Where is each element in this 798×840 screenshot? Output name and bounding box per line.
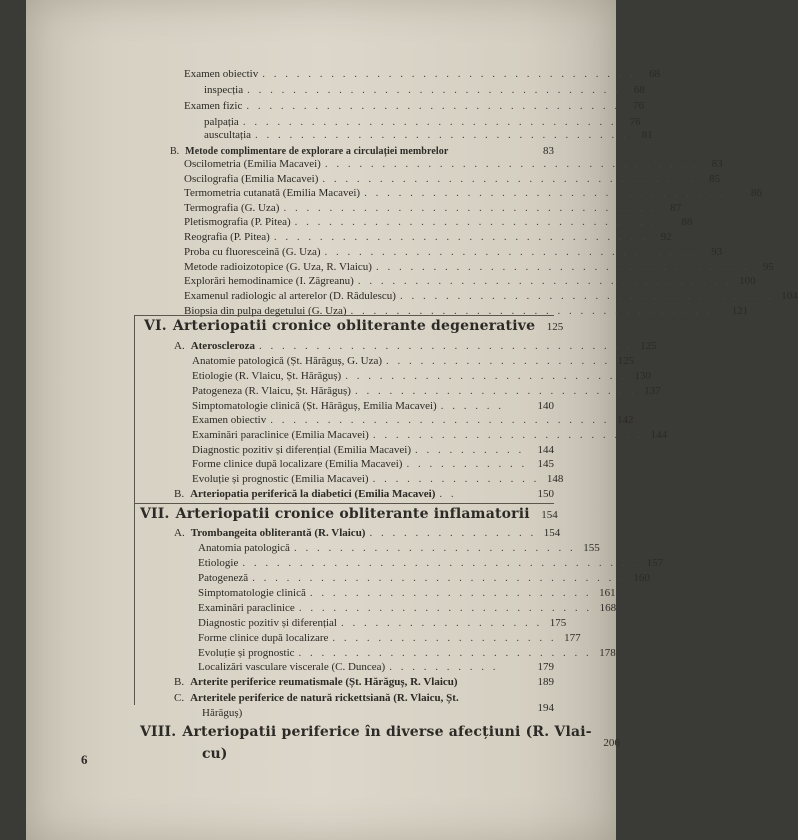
leader-dots: . . . . . . . . . . [389, 661, 499, 673]
entry-page: 121 [731, 305, 749, 317]
section-letter: B. [174, 676, 185, 688]
toc-entry [198, 617, 567, 630]
leader-dots: . . . . . . . . . . . . . . . . . . . . . . . . . . [298, 602, 593, 614]
leader-dots: . . . . . . . . . . . . . . . . . . [341, 617, 543, 629]
entry-title: Metode radioizotopice (G. Uza, R. Vlaicu) [184, 261, 372, 273]
leader-dots: . . . . . . . . . . . . . . . . . . . . . . . . . . . . . . . . . [350, 305, 725, 317]
rule-line [134, 503, 554, 504]
toc-entry [184, 275, 756, 288]
toc-entry [192, 444, 554, 457]
toc-entry [192, 473, 564, 486]
entry-title: Arteriopatia periferică la diabetici (Emilia Macavei) [190, 488, 436, 500]
entry-title: inspecția [204, 84, 244, 96]
entry-page: 68 [633, 84, 645, 96]
leader-dots: . . . . . . . . . . . . . . . . . . . . [332, 632, 557, 644]
entry-title: Diagnostic pozitiv și diferențial (Emilia Macavei) [192, 444, 412, 456]
entry-page: 175 [549, 617, 567, 629]
entry-page: 83 [543, 145, 554, 157]
entry-page: 144 [650, 429, 668, 441]
entry-page: 154 [541, 509, 558, 521]
toc-entry [204, 129, 653, 142]
toc-entry [198, 647, 616, 660]
leader-dots: . . . . . . . . . . . . . . . . . . . . . . . . . . . . . . . . . [357, 275, 732, 287]
leader-dots: . . . . . . . . . . . . . . . [369, 527, 537, 539]
toc-entry [192, 414, 634, 427]
toc-entry [184, 158, 723, 171]
entry-title: Simptomatologie clinică (Șt. Hărăguș, Emilia Macavei) [192, 400, 437, 412]
leader-dots: . . . . . . . . . . . . . . . . . . . . . . . . . . . . . . . . . [324, 246, 699, 258]
leader-dots: . . . . . . . . . . . . . . . . . . . . . . . . . . . . . . . . . [259, 340, 633, 352]
leader-dots: . . . . . . . . . . . . . . . . . . . . . . . . . . . . . . . . . [262, 68, 636, 80]
entry-page: 125 [617, 355, 635, 367]
chapter-number: VIII. [140, 724, 177, 740]
entry-page: 177 [564, 632, 581, 644]
toc-entry [198, 602, 617, 615]
leader-dots: . . . . . . . . . . . . . . . . . . . . . . . . . . . . . . . . . [324, 158, 699, 170]
chapter-number: VI. [144, 318, 167, 334]
toc-entry [198, 557, 664, 570]
toc-section [174, 527, 561, 540]
toc-entry [192, 385, 661, 398]
entry-page: 88 [681, 216, 693, 228]
entry-title: Patogeneza (R. Vlaicu, Șt. Hărăguș) [192, 385, 351, 397]
toc-section [174, 488, 554, 501]
entry-page: 178 [599, 647, 616, 659]
leader-dots: . . . . . . . . . . . . . . . . . . . . . . . . . . . . . . . . . . . [242, 557, 640, 569]
entry-title: Explorări hemodinamice (I. Zăgreanu) [184, 275, 354, 287]
entry-page: 87 [670, 202, 682, 214]
entry-page: 189 [537, 676, 554, 688]
leader-dots: . . . . . . . . . . . . . . . . . . . . . . . . . . . . . . . . . [247, 84, 621, 96]
entry-title: Etiologie (R. Vlaicu, Șt. Hărăguș) [192, 370, 342, 382]
toc-entry [184, 216, 693, 229]
entry-page: 140 [537, 400, 554, 412]
entry-title: Evoluție și prognostic (Emilia Macavei) [192, 473, 369, 485]
toc-entry [184, 100, 645, 113]
entry-page: 144 [537, 444, 554, 456]
section-letter: B. [174, 488, 185, 500]
toc-entry [204, 116, 641, 129]
entry-title: Examen obiectiv [192, 414, 267, 426]
page-number: 6 [81, 752, 88, 767]
toc-entry [192, 429, 668, 442]
entry-page: 206 [603, 737, 620, 749]
entry-title: Pletismografia (P. Pitea) [184, 216, 291, 228]
entry-page: 179 [537, 661, 554, 673]
entry-title: Termografia (G. Uza) [184, 202, 280, 214]
toc-chapter [140, 506, 558, 522]
toc-entry [192, 400, 554, 413]
toc-entry [198, 632, 581, 645]
toc-entry [192, 370, 651, 383]
leader-dots: . . . . . . . . . . . . . . . . . . . . . . . . . [309, 587, 592, 599]
entry-page: 76 [633, 100, 645, 112]
entry-title: Evoluție și prognostic [198, 647, 295, 659]
toc-entry [184, 68, 660, 81]
leader-dots: . . . . . . . . . . . . . . . . . . . . . . . . . . . . . . . . . [255, 129, 629, 141]
toc-entry [198, 572, 650, 585]
entry-title: Patogeneză [198, 572, 249, 584]
entry-page: 125 [546, 321, 564, 333]
entry-title: Examen obiectiv [184, 68, 259, 80]
toc-entry [184, 202, 682, 215]
entry-page: 100 [739, 275, 756, 287]
toc-section [174, 340, 657, 353]
entry-page: 161 [599, 587, 616, 599]
entry-page: 92 [660, 231, 672, 243]
entry-title: Examinări paraclinice [198, 602, 295, 614]
leader-dots: . . . . . . . . . . . . . . . . . . . . [386, 355, 611, 367]
toc-entry [184, 246, 723, 259]
toc-chapter [140, 724, 620, 749]
chapter-title: Arteriopatii periferice în diverse afecțiuni (R. Vlai- [182, 724, 592, 740]
section-letter: C. [174, 692, 185, 704]
toc-entry [184, 261, 774, 274]
toc-entry [192, 458, 554, 471]
entry-title-continued: Hărăguș) [202, 707, 243, 719]
leader-dots: . . . . . . . . . . . . . . . . . . . . . . . . . . [298, 647, 592, 659]
entry-title: Examenul radiologic al arterelor (D. Rădulescu) [184, 290, 396, 302]
entry-page: 150 [537, 488, 554, 500]
chapter-title: Arteriopatii cronice obliterante inflamatorii [175, 506, 530, 522]
entry-page: 104 [781, 290, 798, 302]
toc-entry [192, 355, 635, 368]
leader-dots: . . . . . . [440, 400, 504, 412]
leader-dots: . . . . . . . . . . . . . . . . . . . . . . . . . [293, 542, 576, 554]
section-letter: B. [170, 146, 180, 157]
toc-entry [184, 173, 721, 186]
entry-title: Localizări vasculare viscerale (C. Duncea) [198, 661, 386, 673]
entry-title: Trombangeita obliterantă (R. Vlaicu) [190, 527, 366, 539]
toc-entry [184, 187, 762, 200]
entry-title: Arteritele periferice de natură rickettsiană (R. Vlaicu, Șt. [190, 692, 459, 704]
toc-entry [204, 84, 645, 97]
entry-title: Examen fizic [184, 100, 243, 112]
entry-page: 137 [644, 385, 661, 397]
entry-title: Oscilometria (Emilia Macavei) [184, 158, 321, 170]
entry-title: Reografia (P. Pitea) [184, 231, 270, 243]
leader-dots: . . . . . . . . . . . . . . . . . . . . . . . . . . . . . . [270, 414, 610, 426]
entry-title: Etiologie [198, 557, 239, 569]
section-letter: A. [174, 340, 185, 352]
entry-page: 95 [762, 261, 774, 273]
entry-title: Forme clinice după localizare (Emilia Macavei) [192, 458, 403, 470]
entry-title-continued: cu) [202, 746, 228, 762]
entry-page: 194 [537, 702, 554, 714]
entry-title: Ateroscleroza [190, 340, 256, 352]
entry-title: Proba cu fluoresceină (G. Uza) [184, 246, 321, 258]
entry-page: 68 [648, 68, 660, 80]
entry-page: 85 [709, 173, 721, 185]
leader-dots: . . [439, 488, 457, 500]
entry-title: auscultația [204, 129, 252, 141]
chapter-title: Arteriopatii cronice obliterante degenerative [172, 318, 536, 334]
section-letter: A. [174, 527, 185, 539]
leader-dots: . . . . . . . . . . . . . . . . . . . . . . . . . [345, 370, 627, 382]
entry-title: Termometria cutanată (Emilia Macavei) [184, 187, 361, 199]
leader-dots: . . . . . . . . . . . . . . . . . . . . . . . . . . . . . . . . . [273, 231, 648, 243]
leader-dots: . . . . . . . . . . . . . . . . . . . . . . . . . . . . . . . . . [242, 116, 617, 128]
leader-dots: . . . . . . . . . . . . . . . . . . . . . . . . . . . . . . . . . [294, 216, 669, 228]
entry-page: 155 [583, 542, 600, 554]
toc-entry [198, 542, 600, 555]
toc-entry [184, 290, 798, 303]
entry-page: 148 [546, 473, 564, 485]
entry-page: 83 [711, 158, 723, 170]
entry-page: 145 [537, 458, 554, 470]
leader-dots: . . . . . . . . . . . . . . . . . . . . . . . . . . . . . . . . . [283, 202, 658, 214]
entry-title: Forme clinice după localizare [198, 632, 329, 644]
entry-page: 76 [629, 116, 641, 128]
leader-dots: . . . . . . . . . . [415, 444, 525, 456]
leader-dots: . . . . . . . . . . . . . . . . . . . . . . . . . . . . . . . . . [322, 173, 697, 185]
leader-dots: . . . . . . . . . . . . . . . . . . . . . . . . . . . . . . . . . [364, 187, 738, 199]
entry-title: Oscilografia (Emilia Macavei) [184, 173, 319, 185]
toc-entry [198, 661, 554, 674]
entry-title: Biopsia din pulpa degetului (G. Uza) [184, 305, 347, 317]
book-page [26, 0, 798, 840]
entry-page: 168 [599, 602, 617, 614]
entry-title: Diagnostic pozitiv și diferențial [198, 617, 337, 629]
entry-page: 81 [641, 129, 653, 141]
leader-dots: . . . . . . . . . . . . . . . . . . . . . . . . [372, 429, 644, 441]
toc-section [170, 145, 554, 158]
toc-entry [184, 305, 749, 318]
rule-line [134, 315, 135, 705]
entry-title: Examinări paraclinice (Emilia Macavei) [192, 429, 369, 441]
toc-chapter [144, 318, 564, 334]
chapter-number: VII. [140, 506, 170, 522]
entry-title: Anatomie patologică (Șt. Hărăguș, G. Uza) [192, 355, 382, 367]
entry-page: 86 [750, 187, 762, 199]
leader-dots: . . . . . . . . . . . . . . . . . . . . . . . . . . . . . . . . . [252, 572, 626, 584]
leader-dots: . . . . . . . . . . . . . . . . . . . . . . . . . . . . . . . . . [246, 100, 621, 112]
leader-dots: . . . . . . . . . . . [406, 458, 528, 470]
leader-dots: . . . . . . . . . . . . . . . . . . . . . . . . . . . . . . . . . [399, 290, 774, 302]
toc-entry [184, 231, 672, 244]
leader-dots: . . . . . . . . . . . . . . . [372, 473, 540, 485]
entry-page: 130 [634, 370, 651, 382]
entry-page: 125 [640, 340, 657, 352]
rule-line [134, 315, 554, 316]
entry-title: Simptomatologie clinică [198, 587, 306, 599]
entry-title: Metode complimentare de explorare a circulației membrelor [185, 146, 449, 157]
entry-page: 93 [711, 246, 723, 258]
toc-section [174, 676, 554, 689]
entry-title: Arterite periferice reumatismale (Șt. Hărăguș, R. Vlaicu) [190, 676, 458, 688]
entry-page: 160 [633, 572, 650, 584]
leader-dots: . . . . . . . . . . . . . . . . . . . . . . . . . . . . . . . . . [375, 261, 750, 273]
entry-page: 154 [543, 527, 561, 539]
entry-page: 157 [646, 557, 664, 569]
entry-title: palpația [204, 116, 239, 128]
entry-page: 142 [616, 414, 634, 426]
toc-entry [198, 587, 616, 600]
entry-title: Anatomia patologică [198, 542, 290, 554]
leader-dots: . . . . . . . . . . . . . . . . . . . . . . . . . [354, 385, 637, 397]
